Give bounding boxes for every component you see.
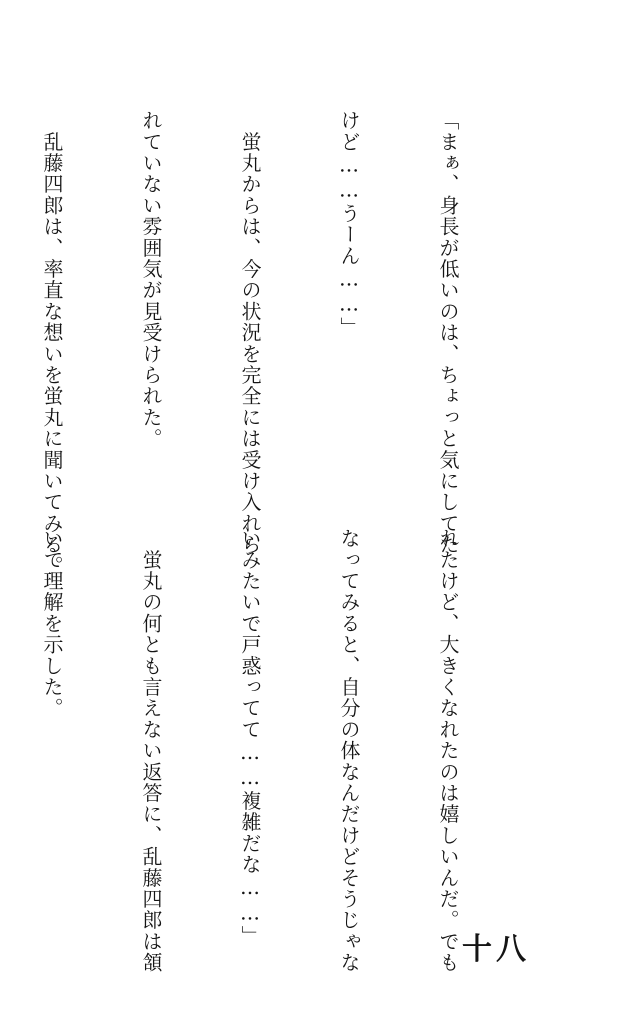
text-line: なってみると、自分の体なんだけどそうじゃな bbox=[337, 528, 361, 974]
text-line: けど……うーん……」 bbox=[337, 110, 361, 338]
text-line: いて理解を示した。 bbox=[40, 528, 64, 719]
text-line: れていない雰囲気が見受けられた。 bbox=[139, 110, 163, 450]
text-line: いみたいで戸惑ってて……複雑だな……」 bbox=[238, 528, 262, 947]
text-line: れたけど、大きくなれたのは嬉しいんだ。でも bbox=[436, 528, 460, 974]
text-block-upper bbox=[40, 110, 530, 577]
page-number: 十八 bbox=[462, 932, 530, 967]
text-line: 「まぁ、身長が低いのは、ちょっと気にしてた bbox=[436, 110, 460, 556]
text-line: 蛍丸からは、今の状況を完全には受け入れら bbox=[238, 110, 262, 556]
text-line: 蛍丸の何とも言えない返答に、乱藤四郎は頷 bbox=[139, 528, 163, 974]
text-line: 乱藤四郎は、率直な想いを蛍丸に聞いてみる。 bbox=[40, 110, 64, 577]
